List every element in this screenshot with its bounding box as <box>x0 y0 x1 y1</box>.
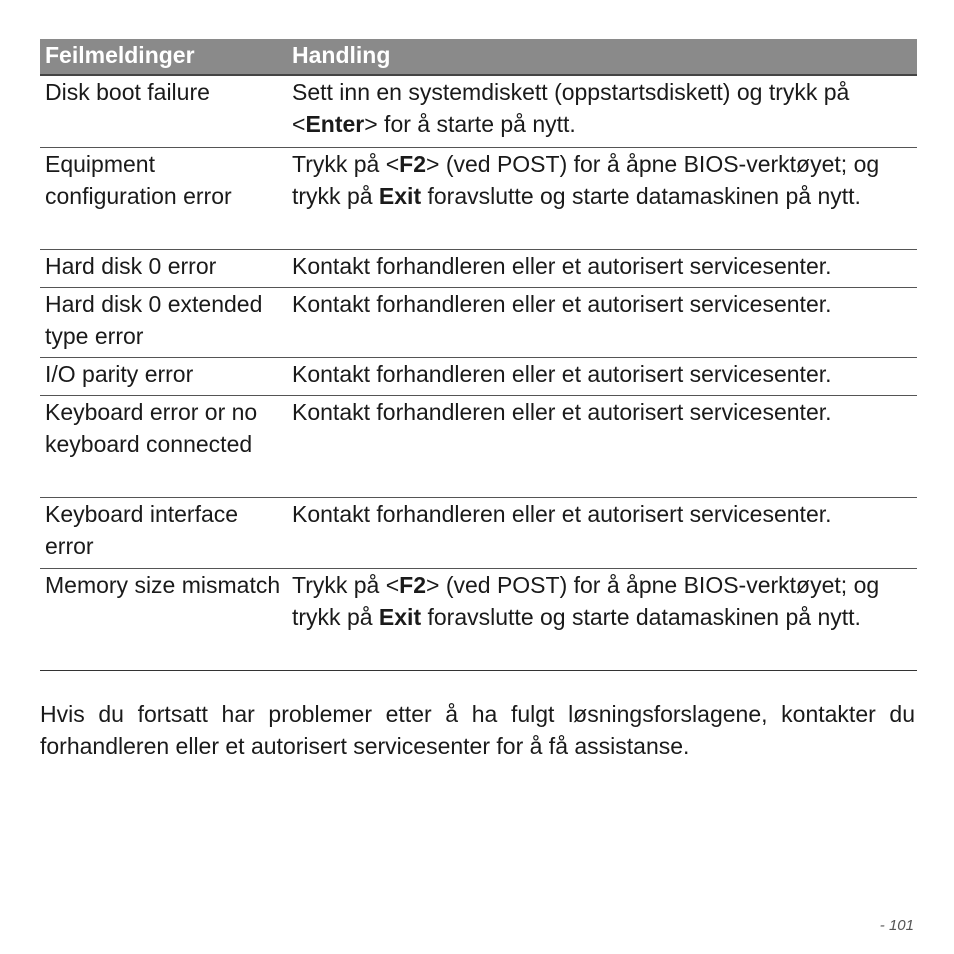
action-text: Kontakt forhandleren eller et autorisert servicesenter. <box>292 501 832 527</box>
error-message: I/O parity error <box>45 361 194 387</box>
table-row <box>40 249 917 287</box>
action-text: Kontakt forhandleren eller et autorisert servicesenter. <box>292 291 832 317</box>
action-text: Kontakt forhandleren eller et autorisert servicesenter. <box>292 361 832 387</box>
table-header <box>40 39 917 76</box>
closing-paragraph: Hvis du fortsatt har problemer etter å ha fulgt løsningsforslagene, kontakter du forhandleren eller et autorisert servicesenter for å få assistanse. <box>40 701 915 759</box>
table-row <box>40 357 917 395</box>
action-text: Sett inn en systemdiskett (oppstartsdiskett) og trykk på <Enter> for å starte på nytt. <box>292 79 850 137</box>
error-message: Keyboard error or no keyboard connected <box>45 399 258 457</box>
header-feilmeldinger: Feilmeldinger <box>45 42 195 68</box>
table-row <box>40 568 917 670</box>
error-message: Memory size mismatch <box>45 572 281 598</box>
action-text: Kontakt forhandleren eller et autorisert servicesenter. <box>292 253 832 279</box>
error-message: Keyboard interface error <box>45 501 239 559</box>
table-row <box>40 76 917 147</box>
action-text: Trykk på <F2> (ved POST) for å åpne BIOS-verktøyet; og trykk på Exit foravslutte og starte datamaskinen på nytt. <box>292 151 880 209</box>
page-number: - 101 <box>879 917 914 934</box>
action-text: Kontakt forhandleren eller et autorisert servicesenter. <box>292 399 832 425</box>
error-message: Hard disk 0 extended type error <box>45 291 263 349</box>
action-text: Trykk på <F2> (ved POST) for å åpne BIOS-verktøyet; og trykk på Exit foravslutte og starte datamaskinen på nytt. <box>292 572 880 630</box>
error-message: Hard disk 0 error <box>45 253 217 279</box>
header-handling: Handling <box>292 42 391 68</box>
table-row <box>40 287 917 357</box>
error-message-table <box>40 39 917 671</box>
table-row <box>40 147 917 249</box>
table-row <box>40 497 917 568</box>
error-message: Equipment configuration error <box>45 151 232 209</box>
table-row <box>40 395 917 497</box>
error-message: Disk boot failure <box>45 79 210 105</box>
